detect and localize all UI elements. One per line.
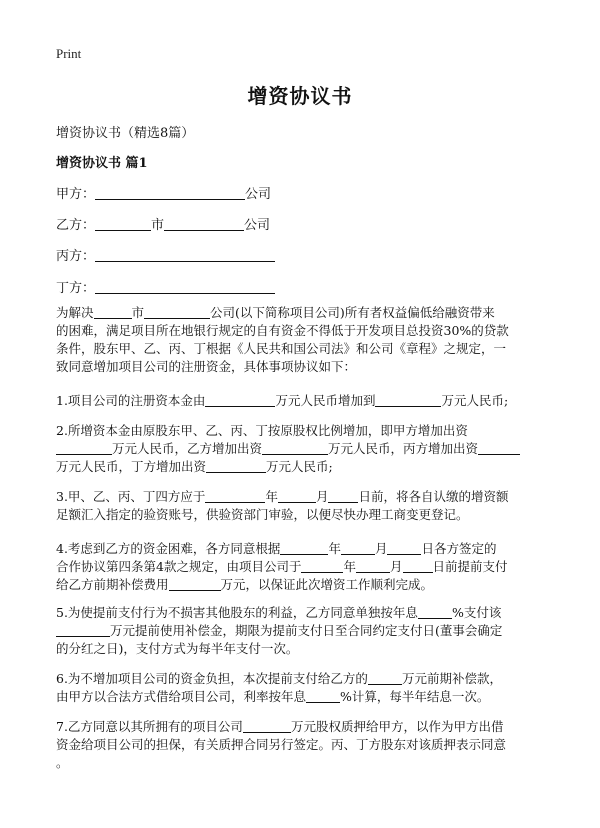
party-bing-label: 丙方： [56,249,96,264]
clause-2-blank-3 [478,441,520,455]
clause-3-text-1c: 月 [315,489,329,504]
clause-4-year-blank-1 [280,541,328,555]
intro-text-4: 致同意增加项目公司的注册资金，具体事项协议如下： [56,359,357,374]
clause-5-text-1b: %支付该 [451,605,502,620]
clause-2-text-2b: 万元人民币，丙方增加出资 [328,441,479,456]
intro-text-2: 的困难，满足项目所在地银行规定的自有资金不得低于开发项目总投资30%的贷款 [56,323,509,338]
party-jia-label: 甲方： [56,187,96,202]
clause-1-text-a: 1.项目公司的注册资本金由 [56,393,206,408]
clause-7-text-1a: 7.乙方同意以其所拥有的项目公司 [56,719,243,734]
clause-4-day-blank-2 [403,559,433,573]
clause-3 [56,488,548,524]
document-subtitle: 增资协议书（精选8篇） [56,126,195,141]
clause-5-text-1a: 5.为使提前支付行为不损害其他股东的利益，乙方同意单独按年息 [56,605,418,620]
clause-4-fee-blank [169,577,221,591]
party-jia-blank [95,185,245,200]
clause-4 [56,540,548,594]
clause-1-blank-1 [205,393,275,407]
party-jia-suffix: 公司 [245,187,272,202]
intro-paragraph [56,304,548,376]
party-ding [56,277,275,296]
clause-6 [56,670,548,706]
clause-5-text-2a: 万元提前使用补偿金，期限为提前支付日至合同约定支付日(董事会确定 [110,623,503,638]
party-yi-city-blank [95,216,151,231]
clause-6-rate-blank [306,689,340,703]
clause-4-text-3b: 万元，以保证此次增资工作顺利完成。 [220,577,434,592]
clause-3-month-blank [278,489,316,503]
party-yi-city: 市 [151,218,165,233]
clause-4-text-1d: 日各方签定的 [421,541,497,556]
party-yi-label: 乙方： [56,218,96,233]
clause-6-text-2a: 由甲方以合法方式借给项目公司，利率按年息 [56,689,307,704]
clause-1 [56,392,548,410]
clause-3-text-1d: 日前，将各自认缴的增资额 [358,489,509,504]
clause-5-rate-blank [418,605,452,619]
clause-6-text-2b: %计算，每半年结息一次。 [340,689,490,704]
clause-4-text-2d: 日前提前支付 [432,559,508,574]
party-yi-blank [164,216,244,231]
document-title: 增资协议书 [247,84,353,108]
party-yi [56,214,270,233]
clause-5-text-3: 的分红之日)，支付方式为每半年支付一次。 [56,641,299,656]
party-yi-suffix: 公司 [244,218,271,233]
clause-4-month-blank-1 [341,541,375,555]
clause-1-blank-2 [375,393,441,407]
clause-2-blank-2 [262,441,328,455]
clause-2-blank-4 [206,459,266,473]
clause-7-text-2: 资金给项目公司的担保，有关质押合同另行签定。丙、丁方股东对该质押表示同意 [56,737,507,752]
clause-6-text-1b: 万元前期补偿款， [401,671,502,686]
clause-2-text-1: 2.所增资本金由原股东甲、乙、丙、丁按原股权比例增加，即甲方增加出资 [56,423,468,438]
clause-7-text-3: 。 [56,755,69,770]
intro-text-3: 条件，股东甲、乙、丙、丁根据《人民共和国公司法》和公司《章程》之规定，一 [56,341,507,356]
clause-4-text-1c: 月 [374,541,388,556]
clause-4-text-2b: 年 [343,559,356,574]
clause-3-year-blank [205,489,265,503]
party-bing [56,245,275,264]
clause-7-equity-blank [243,719,291,733]
clause-3-text-1a: 3.甲、乙、丙、丁四方应于 [56,489,206,504]
clause-7 [56,718,548,772]
clause-1-text-b: 万元人民币增加到 [275,393,376,408]
clause-4-text-2c: 月 [389,559,403,574]
clause-2-blank-1 [56,441,112,455]
party-ding-blank [95,279,275,294]
clause-4-text-1b: 年 [328,541,341,556]
clause-4-text-3a: 给乙方前期补偿费用 [56,577,169,592]
clause-5-amount-blank [56,623,110,637]
clause-2-text-3a: 万元人民币，丁方增加出资 [56,459,207,474]
intro-text-1a: 为解决 [56,305,94,320]
clause-2-text-2a: 万元人民币，乙方增加出资 [112,441,263,456]
clause-7-text-1b: 万元股权质押给甲方，以作为甲方出借 [290,719,504,734]
intro-text-1b: 市 [131,305,145,320]
clause-3-day-blank [328,489,358,503]
clause-6-text-1a: 6.为不增加项目公司的资金负担，本次提前支付给乙方的 [56,671,368,686]
intro-text-1c: 公司(以下简称项目公司)所有者权益偏低给融资带来 [210,305,495,320]
clause-4-text-1a: 4.考虑到乙方的资金困难，各方同意根据 [56,541,281,556]
clause-2 [56,422,548,476]
intro-city-blank [94,305,132,319]
party-ding-label: 丁方： [56,281,96,296]
intro-company-blank [144,305,210,319]
clause-4-year-blank-2 [301,559,343,573]
clause-2-text-3b: 万元人民币; [266,459,333,474]
clause-3-text-2: 足额汇入指定的验资账号，供验资部门审验，以便尽快办理工商变更登记。 [56,507,469,522]
clause-4-day-blank-1 [387,541,421,555]
clause-6-amount-blank [368,671,402,685]
clause-5 [56,604,548,658]
clause-4-text-2a: 合作协议第四条第4款之规定，由项目公司于 [56,559,302,574]
clause-1-text-c: 万元人民币; [441,393,509,408]
section-heading: 增资协议书 篇1 [56,156,148,171]
print-link[interactable]: Print [56,46,82,61]
clause-3-text-1b: 年 [265,489,278,504]
party-bing-blank [95,247,275,262]
clause-4-month-blank-2 [356,559,390,573]
party-jia [56,183,271,202]
